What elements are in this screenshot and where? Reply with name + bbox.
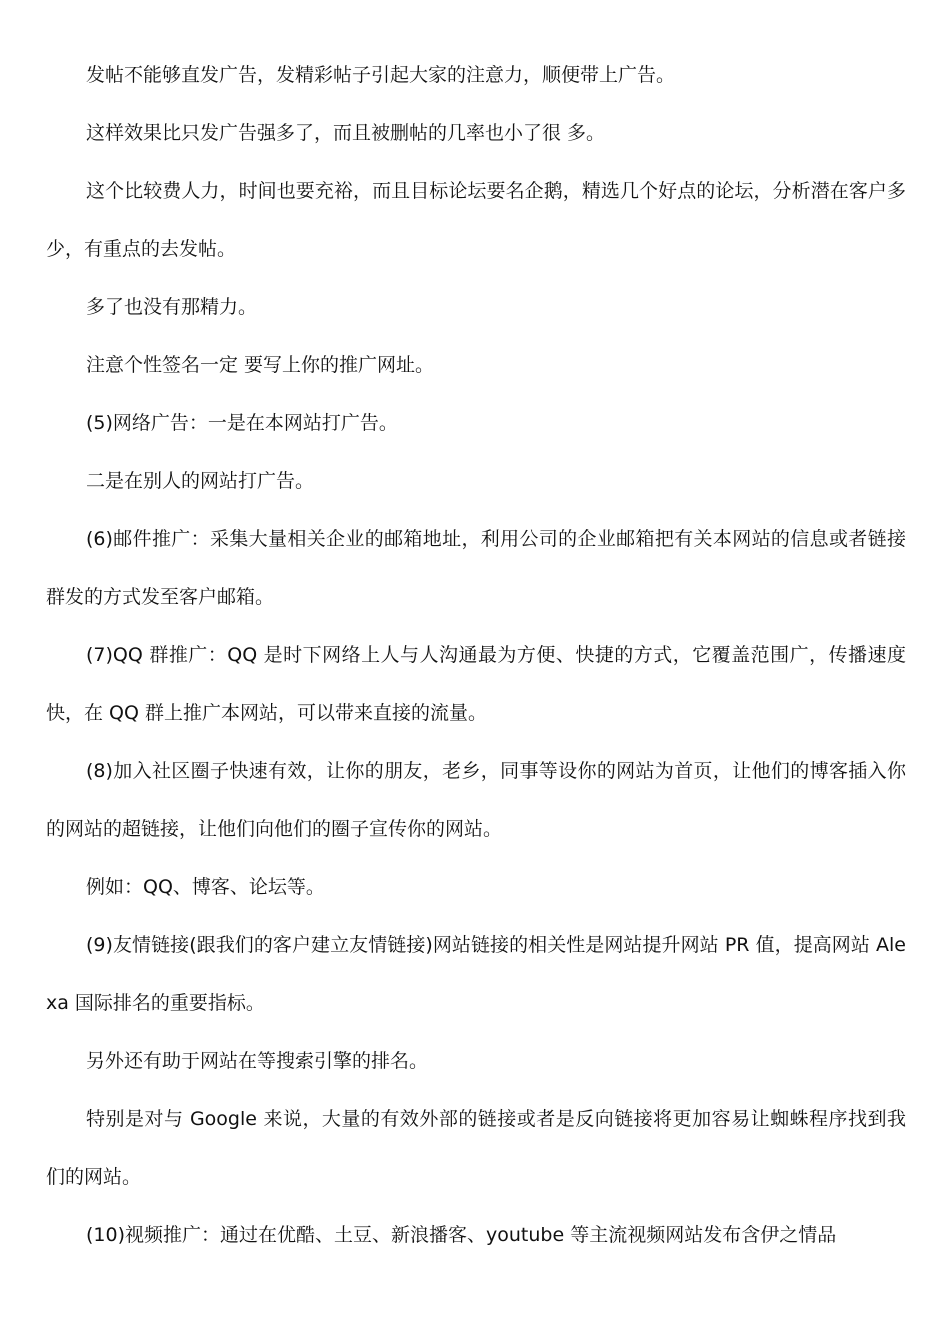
paragraph-6: (5)网络广告：一是在本网站打广告。 (86, 412, 398, 434)
paragraph-9: (7)QQ 群推广：QQ 是时下网络上人与人沟通最为方便、快捷的方式，它覆盖范围广，传播速度快，在 QQ 群上推广本网站，可以带来直接的流量。 (46, 644, 906, 724)
paragraph-4: 多了也没有那精力。 (86, 296, 258, 318)
paragraph-2: 这样效果比只发广告强多了，而且被删帖的几率也小了很 多。 (86, 122, 606, 144)
paragraph-13: 另外还有助于网站在等搜索引擎的排名。 (86, 1050, 429, 1072)
paragraph-8: (6)邮件推广：采集大量相关企业的邮箱地址，利用公司的企业邮箱把有关本网站的信息或者链接群发的方式发至客户邮箱。 (46, 528, 906, 608)
paragraph-5: 注意个性签名一定 要写上你的推广网址。 (86, 354, 435, 376)
paragraph-7: 二是在别人的网站打广告。 (86, 470, 315, 492)
paragraph-10: (8)加入社区圈子快速有效，让你的朋友，老乡，同事等设你的网站为首页，让他们的博客插入你的网站的超链接，让他们向他们的圈子宣传你的网站。 (46, 760, 906, 840)
paragraph-11: 例如：QQ、博客、论坛等。 (86, 876, 325, 898)
paragraph-14: 特别是对与 Google 来说，大量的有效外部的链接或者是反向链接将更加容易让蜘蛛程序找到我们的网站。 (46, 1108, 906, 1188)
paragraph-15: (10)视频推广：通过在优酷、土豆、新浪播客、youtube 等主流视频网站发布含伊之情品 (86, 1224, 837, 1246)
document-body (46, 46, 906, 1264)
paragraph-12: (9)友情链接(跟我们的客户建立友情链接)网站链接的相关性是网站提升网站 PR 值，提高网站 Alexa 国际排名的重要指标。 (46, 934, 906, 1014)
paragraph-1: 发帖不能够直发广告，发精彩帖子引起大家的注意力，顺便带上广告。 (86, 64, 676, 86)
paragraph-3: 这个比较费人力，时间也要充裕，而且目标论坛要名企鹅，精选几个好点的论坛，分析潜在客户多少，有重点的去发帖。 (46, 180, 906, 260)
